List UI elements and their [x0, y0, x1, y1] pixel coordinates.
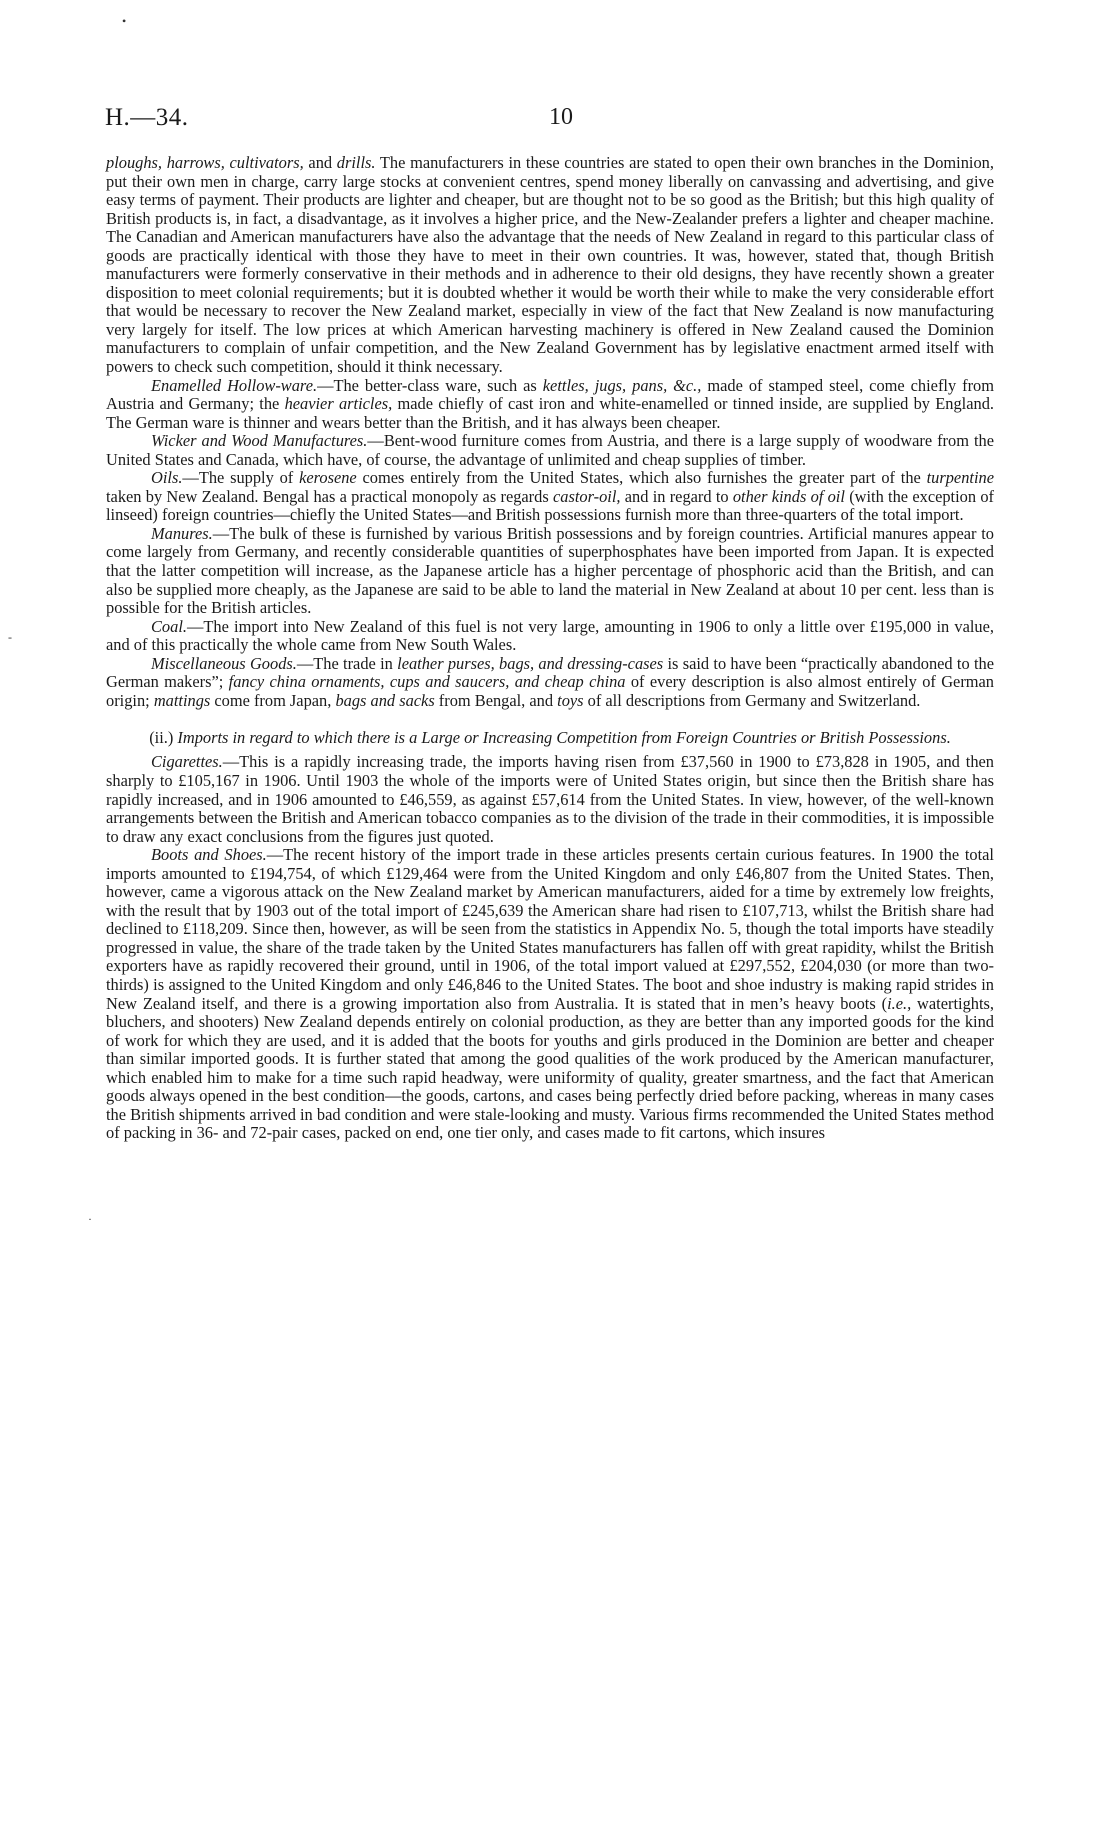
text-run: —This is a rapidly increasing trade, the imports having risen from £37,560 in 1900 to £73,828 in 1905, and then sharply to £105,167 in 1906. Until 1903 the whole of the imports were of United States origin, but since then the British share has rapidly increased, and in 1906 amounted to £46,559, as against £57,614 from the United States. In view, however, of the well-known arrangements between the British and American tobacco companies as to the division of the trade in their commodities, it is impossible to draw any exact conclusions from the figures just quoted.	[106, 752, 994, 846]
text-run: of all descriptions from Germany and Switzerland.	[583, 690, 921, 710]
text-run: —The bulk of these is furnished by various British possessions and by foreign countries. Artificial manures appear to come largely from Germany, and recently considerable quantities of superphosphates have been imported from Japan. It is expected that the latter competition will increase, as the Japanese article has a higher percentage of phosphoric acid than the British, and can also be supplied more cheaply, as the Japanese are said to be able to land the material in New Zealand at about 10 per cent. less than is possible for the British articles.	[106, 523, 994, 618]
page-header	[105, 104, 1017, 144]
text-run: The manufacturers in these countries are stated to open their own branches in the Dominion, put their own men in charge, carry large stocks at convenient centres, spend money liberally on canvassing and advertising, and give easy terms of payment. Their products are lighter and cheaper, but are thought not to be so good as the British; but this high quality of British products is, in fact, a disadvantage, as it involves a higher price, and the New-Zealander prefers a lighter and cheaper machine. The Canadian and American manufacturers have also the advantage that the needs of New Zealand in regard to this particular class of goods are practically identical with those they have to meet in their own countries. It was, however, stated that, though British manufacturers were formerly conservative in their methods and in adherence to their old designs, they have recently shown a greater disposition to meet colonial requirements; but it is doubted whether it would be worth their while to make the very considerable effort that would be necessary to recover the New Zealand market, especially in view of the fact that New Zealand is now manufacturing very largely for itself. The low prices at which American harvesting machinery is offered in New Zealand caused the Dominion manufacturers to complain of unfair competition, and the New Zealand Government has by legislative enactment armed itself with powers to check such competition, should it think necessary.	[106, 153, 994, 377]
text-run: (with the exception of linseed) foreign countries—chiefly the United States—and British possessions furnish more than three-quarters of the total import.	[106, 486, 994, 525]
text-run: watertights, bluchers, and shooters) New Zealand depends entirely on colonial production, as they are better than any imported goods for the kind of work for which they are used, and it is added that the boots for youths and girls produced in the Dominion are better and cheaper than similar imported goods. It is further stated that among the good qualities of the work produced by the American manufacturer, which enabled him to make for a time such rapid headway, were uniformity of quality, greater smartness, and the fact that American goods always opened in the best condition—the goods, cartons, and cases being perfectly dried before packing, whereas in many cases the British shipments arrived in bad condition and were stale-looking and musty. Various firms recommended the United States method of packing in 36- and 72-pair cases, packed on end, one tier only, and cases made to fit cartons, which insures	[106, 993, 994, 1143]
text-run: come from Japan,	[210, 690, 336, 710]
italic-term: toys	[557, 690, 584, 710]
margin-dash: -	[8, 630, 12, 644]
paragraph-oils	[106, 469, 994, 525]
text-run: and in regard to	[620, 486, 733, 506]
text-run: made of stamped steel, come chiefly from Austria and Germany; the	[106, 375, 994, 414]
paragraph-heading: Miscellaneous Goods.	[151, 653, 297, 673]
text-run: —The better-class ware, such as	[317, 375, 543, 395]
italic-term: leather purses, bags, and dressing-cases	[397, 653, 664, 673]
text-run: —The recent history of the import trade in these articles presents certain curious features. In 1900 the total imports amounted to £194,754, of which £129,464 were from the United Kingdom and only £46,807 from the United States. Then, however, came a vigorous attack on the New Zealand market by American manufacturers, aided for a time by extremely low freights, with the result that by 1903 out of the total import of £245,639 the American share had risen to £107,713, whilst the British share had declined to £118,209. Since then, however, as will be seen from the statistics in Appendix No. 5, though the total imports have steadily progressed in value, the share of the trade taken by the United States manufacturers has fallen off with great rapidity, whilst the British exporters have as rapidly recovered their ground, until in 1906, of the total import valued at £297,552, £204,030 (or more than two-thirds) is assigned to the United Kingdom and only £46,846 to the United States. The boot and shoe industry is making rapid strides in New Zealand itself, and there is a growing importation also from Australia. It is stated that in men’s heavy boots (	[106, 845, 994, 1013]
italic-term: heavier articles,	[284, 394, 393, 414]
text-run: and	[303, 153, 337, 172]
italic-term: kerosene	[299, 468, 357, 488]
italic-term: bags and sacks	[335, 690, 435, 710]
margin-dot: •	[122, 14, 127, 28]
body-text	[106, 154, 994, 1143]
text-run: —The supply of	[182, 468, 300, 488]
paragraph-heading: Boots and Shoes.	[151, 845, 267, 865]
paragraph-miscellaneous-goods	[106, 655, 994, 711]
paragraph-manures	[106, 525, 994, 618]
section-numeral: (ii.)	[149, 728, 174, 748]
italic-term: castor-oil,	[552, 486, 621, 506]
paragraph-enamelled-hollow-ware	[106, 377, 994, 433]
italic-term: kettles, jugs, pans, &c.,	[542, 375, 702, 395]
paragraph-heading: Wicker and Wood Manufactures.	[151, 431, 368, 451]
paragraph-heading: Enamelled Hollow-ware.	[151, 375, 318, 395]
italic-term: fancy china ornaments, cups and saucers, and cheap china	[228, 672, 626, 692]
text-run: taken by New Zealand. Bengal has a practical monopoly as regards	[106, 486, 553, 506]
margin-dot: ·	[88, 1212, 92, 1226]
text-run: —The trade in	[296, 653, 398, 673]
paragraph-agricultural-implements	[106, 154, 994, 377]
paragraph-boots-and-shoes	[106, 846, 994, 1143]
italic-term: drills.	[336, 153, 376, 172]
italic-term: turpentine	[926, 468, 994, 488]
text-run: comes entirely from the United States, which also furnishes the greater part of the	[356, 468, 927, 488]
italic-term: mattings	[153, 690, 211, 710]
text-run: is said to have been “practically abandoned to the German makers”;	[106, 653, 994, 692]
text-run: —The import into New Zealand of this fuel is not very large, amounting in 1906 to only a little over £195,000 in value, and of this practically the whole came from New South Wales.	[106, 616, 994, 655]
text-run: made chiefly of cast iron and white-enamelled or tinned inside, are supplied by England. The German ware is thinner and wears better than the British, and it has always been cheaper.	[106, 394, 994, 432]
text-run: of every description is also almost entirely of German origin;	[106, 672, 994, 710]
page-number: 10	[549, 104, 573, 130]
paragraph-heading: Coal.	[151, 616, 187, 636]
italic-term: ploughs, harrows, cultivators,	[106, 153, 304, 172]
italic-term: i.e.,	[887, 993, 912, 1013]
paragraph-heading: Manures.	[151, 523, 213, 543]
paragraph-heading: Cigarettes.	[151, 752, 223, 772]
document-reference: H.—34.	[105, 104, 189, 131]
paragraph-heading: Oils.	[151, 468, 183, 488]
paragraph-wicker-wood	[106, 432, 994, 469]
text-run: from Bengal, and	[434, 690, 558, 710]
text-run: —Bent-wood furniture comes from Austria, and there is a large supply of woodware from the United States and Canada, which have, of course, the advantage of unlimited and cheap supplies of timber.	[106, 431, 995, 469]
paragraph-coal	[106, 618, 994, 655]
paragraph-cigarettes	[106, 753, 994, 846]
section-heading	[106, 728, 994, 747]
italic-term: other kinds of oil	[732, 486, 845, 506]
section-title: Imports in regard to which there is a Large or Increasing Competition from Foreign Countries or British Possessions.	[173, 728, 951, 748]
